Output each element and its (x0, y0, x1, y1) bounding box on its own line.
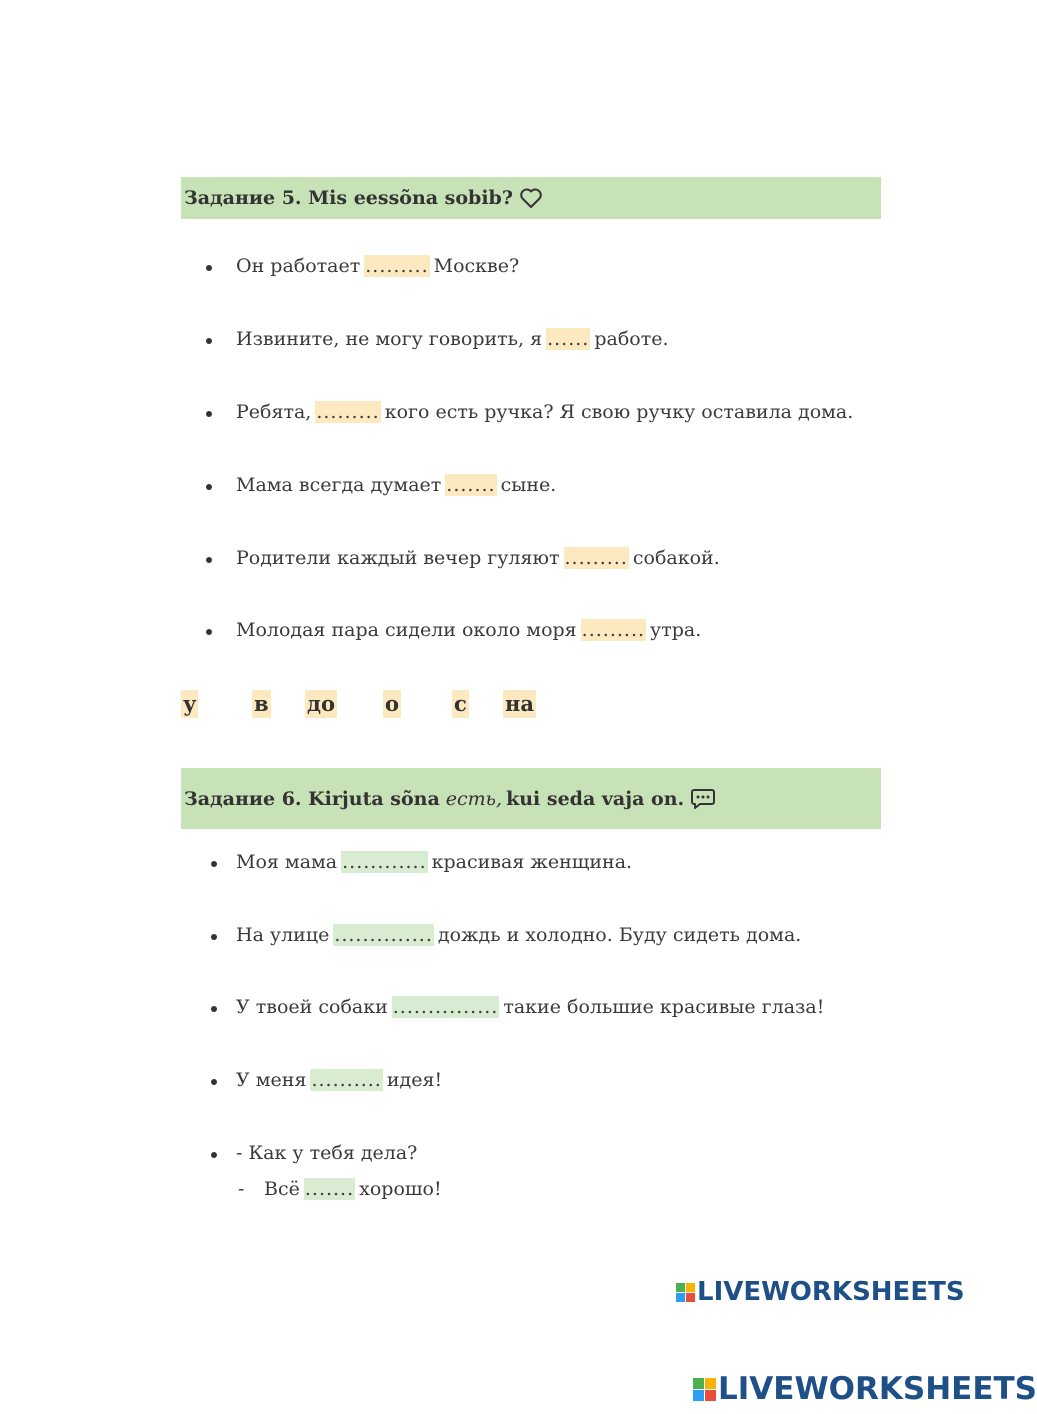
word-option[interactable]: с (454, 691, 467, 716)
bullet (206, 484, 212, 490)
task6-title: Задание 6. Kirjuta sõna (184, 787, 440, 810)
answer-blank[interactable]: ......... (316, 401, 380, 423)
answer-blank[interactable]: ....... (304, 1178, 355, 1200)
chat-bubble-icon (690, 788, 716, 810)
list-item: Извините, не могу говорить, я ...... работе. (236, 328, 669, 350)
bullet (211, 934, 217, 940)
answer-blank[interactable]: ............... (392, 996, 499, 1018)
word-option[interactable]: до (307, 691, 336, 716)
word-option[interactable]: на (505, 691, 534, 716)
logo-blocks-icon (693, 1378, 716, 1401)
liveworksheets-logo: LIVEWORKSHEETS (676, 1277, 965, 1307)
task6-header (181, 768, 881, 829)
bullet (211, 1006, 217, 1012)
word-option[interactable]: у (183, 691, 197, 716)
answer-blank[interactable]: .......... (311, 1069, 382, 1091)
answer-blank[interactable]: ......... (564, 547, 628, 569)
logo-blocks-icon (676, 1283, 695, 1302)
list-item: Мама всегда думает ....... сыне. (236, 474, 557, 496)
bullet (211, 1079, 217, 1085)
answer-blank[interactable]: ...... (547, 328, 590, 350)
liveworksheets-logo: LIVEWORKSHEETS (693, 1371, 1037, 1407)
task5-title: Задание 5. Mis eessõna sobib? (184, 187, 513, 209)
word-option[interactable]: о (385, 691, 400, 716)
bullet (206, 411, 212, 417)
answer-blank[interactable]: ......... (365, 255, 429, 277)
bullet (206, 265, 212, 271)
list-item: Моя мама ............ красивая женщина. (236, 851, 633, 873)
answer-blank[interactable]: ......... (581, 619, 646, 641)
list-item: У твоей собаки ............... такие большие красивые глаза! (236, 996, 825, 1018)
answer-blank[interactable]: ............ (342, 851, 427, 873)
answer-blank[interactable]: .............. (334, 924, 433, 946)
list-item: У меня .......... идея! (236, 1069, 443, 1091)
word-option[interactable]: в (254, 691, 269, 716)
dialogue-reply: - Всё ....... хорошо! (238, 1178, 442, 1200)
list-item: Он работает ......... Москве? (236, 255, 520, 277)
answer-blank[interactable]: ....... (446, 474, 496, 496)
list-item: Ребята, ......... кого есть ручка? Я свою ручку оставила дома. (236, 401, 854, 423)
bullet (206, 629, 212, 635)
bullet (211, 1152, 217, 1158)
task6-italic-word: есть, (445, 787, 503, 810)
list-item: Родители каждый вечер гуляют ......... собакой. (236, 547, 720, 569)
bullet (211, 861, 217, 867)
list-item: На улице .............. дождь и холодно. Буду сидеть дома. (236, 924, 802, 946)
task5-header (181, 177, 881, 219)
bullet (206, 557, 212, 563)
list-item: - Как у тебя дела? (236, 1142, 418, 1164)
list-item: Молодая пара сидели около моря ......... утра. (236, 619, 702, 641)
task6-title-suffix: kui seda vaja on. (506, 787, 685, 810)
bullet (206, 338, 212, 344)
heart-icon (519, 187, 543, 209)
